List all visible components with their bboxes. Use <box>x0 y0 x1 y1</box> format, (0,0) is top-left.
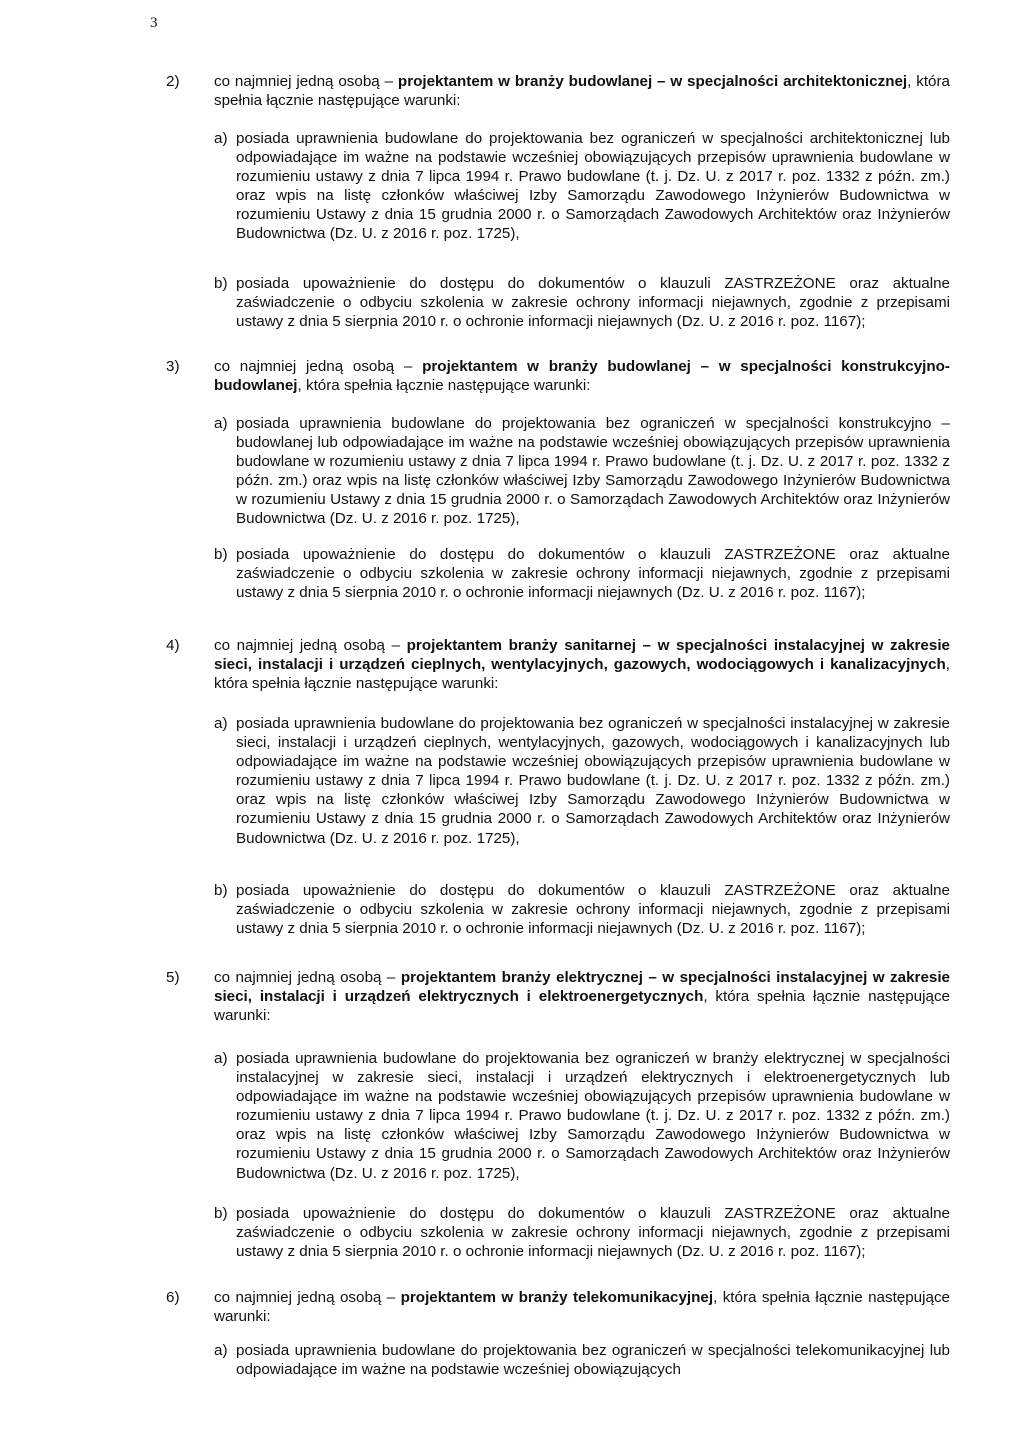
sub-letter: b) <box>214 1205 228 1222</box>
sub-text: posiada uprawnienia budowlane do projektowania bez ograniczeń w branży elektrycznej w specjalności instalacyjnej w zakresie sieci, instalacji i urządzeń elektrycznych i elektroenergetycznych lub odpowiadające im ważne na podstawie wcześniej obowiązujących przepisów uprawnienia budowlane w rozumieniu ustawy z dnia 7 lipca 1994 r. Prawo budowlane (t. j. Dz. U. z 2017 r. poz. 1332 z późn. zm.) oraz wpis na listę członków właściwej Izby Samorządu Zawodowego Inżynierów Budownictwa w rozumieniu Ustawy z dnia 15 grudnia 2000 r. o Samorządach Zawodowych Architektów oraz Inżynierów Budownictwa (Dz. U. z 2016 r. poz. 1725), <box>236 1050 950 1182</box>
sub-text: posiada uprawnienia budowlane do projektowania bez ograniczeń w specjalności instalacyjnej w zakresie sieci, instalacji i urządzeń cieplnych, wentylacyjnych, gazowych, wodociągowych i kanalizacyjnych lub odpowiadające im ważne na podstawie wcześniej obowiązujących przepisów uprawnienia budowlane w rozumieniu ustawy z dnia 7 lipca 1994 r. Prawo budowlane (t. j. Dz. U. z 2017 r. poz. 1332 z późn. zm.) oraz wpis na listę członków właściwej Izby Samorządu Zawodowego Inżynierów Budownictwa w rozumieniu Ustawy z dnia 15 grudnia 2000 r. o Samorządach Zawodowych Architektów oraz Inżynierów Budownictwa (Dz. U. z 2016 r. poz. 1725), <box>236 715 950 847</box>
item-heading-bold: projektantem w branży budowlanej – w specjalności konstrukcyjno-budowlanej <box>214 358 950 395</box>
item-heading: co najmniej jedną osobą – projektantem w branży telekomunikacyjnej, która spełnia łącznie następujące warunki: <box>214 1289 955 1326</box>
sub-letter: a) <box>214 130 228 147</box>
item-heading: co najmniej jedną osobą – projektantem branży elektrycznej – w specjalności instalacyjnej w zakresie sieci, instalacji i urządzeń elektrycznych i elektroenergetycznych, która spełnia łącznie następujące warunki: <box>214 969 955 1025</box>
item-number: 6) <box>166 1289 180 1306</box>
sub-item-a <box>214 1049 950 1183</box>
sub-text: posiada upoważnienie do dostępu do dokumentów o klauzuli ZASTRZEŻONE oraz aktualne zaświadczenie o odbyciu szkolenia w zakresie ochrony informacji niejawnych, zgodnie z przepisami ustawy z dnia 5 sierpnia 2010 r. o ochronie informacji niejawnych (Dz. U. z 2016 r. poz. 1167); <box>236 546 950 602</box>
sub-text: posiada upoważnienie do dostępu do dokumentów o klauzuli ZASTRZEŻONE oraz aktualne zaświadczenie o odbyciu szkolenia w zakresie ochrony informacji niejawnych, zgodnie z przepisami ustawy z dnia 5 sierpnia 2010 r. o ochronie informacji niejawnych (Dz. U. z 2016 r. poz. 1167); <box>236 882 950 938</box>
item-heading-bold: projektantem w branży budowlanej – w specjalności architektonicznej <box>397 73 908 90</box>
item-number: 3) <box>166 358 180 375</box>
sub-letter: b) <box>214 546 228 563</box>
sub-letter: a) <box>214 1050 228 1067</box>
sub-text: posiada uprawnienia budowlane do projektowania bez ograniczeń w specjalności architektonicznej lub odpowiadające im ważne na podstawie wcześniej obowiązujących przepisów uprawnienia budowlane w rozumieniu ustawy z dnia 7 lipca 1994 r. Prawo budowlane (t. j. Dz. U. z 2017 r. poz. 1332 z późn. zm.) oraz wpis na listę członków właściwej Izby Samorządu Zawodowego Inżynierów Budownictwa w rozumieniu Ustawy z dnia 15 grudnia 2000 r. o Samorządach Zawodowych Architektów oraz Inżynierów Budownictwa (Dz. U. z 2016 r. poz. 1725), <box>236 130 950 243</box>
item-number: 2) <box>166 73 180 90</box>
item-heading-bold: projektantem w branży telekomunikacyjnej <box>400 1289 714 1306</box>
sub-item-a <box>214 714 950 848</box>
sub-letter: b) <box>214 882 228 899</box>
list-item-2 <box>166 72 955 110</box>
item-heading-bold: projektantem branży elektrycznej – w specjalności instalacyjnej w zakresie sieci, instalacji i urządzeń elektrycznych i elektroenergetycznych <box>214 969 951 1006</box>
item-heading-bold: projektantem branży sanitarnej – w specjalności instalacyjnej w zakresie sieci, instalacji i urządzeń cieplnych, wentylacyjnych, gazowych, wodociągowych i kanalizacyjnych <box>214 637 950 674</box>
item-heading: co najmniej jedną osobą – projektantem w branży budowlanej – w specjalności architektonicznej, która spełnia łącznie następujące warunki: <box>214 73 955 110</box>
sub-item-b <box>214 274 950 331</box>
sub-item-a <box>214 414 950 529</box>
sub-item-a <box>214 129 950 244</box>
sub-letter: a) <box>214 715 228 732</box>
list-item-4 <box>166 636 955 693</box>
sub-item-b <box>214 545 950 602</box>
page-number: 3 <box>150 15 158 31</box>
sub-letter: a) <box>214 1342 228 1359</box>
list-item-3 <box>166 357 950 395</box>
sub-text: posiada upoważnienie do dostępu do dokumentów o klauzuli ZASTRZEŻONE oraz aktualne zaświadczenie o odbyciu szkolenia w zakresie ochrony informacji niejawnych, zgodnie z przepisami ustawy z dnia 5 sierpnia 2010 r. o ochronie informacji niejawnych (Dz. U. z 2016 r. poz. 1167); <box>236 1205 950 1261</box>
sub-letter: a) <box>214 415 228 432</box>
sub-item-b <box>214 1204 950 1261</box>
sub-text: posiada upoważnienie do dostępu do dokumentów o klauzuli ZASTRZEŻONE oraz aktualne zaświadczenie o odbyciu szkolenia w zakresie ochrony informacji niejawnych, zgodnie z przepisami ustawy z dnia 5 sierpnia 2010 r. o ochronie informacji niejawnych (Dz. U. z 2016 r. poz. 1167); <box>236 275 950 331</box>
sub-item-b <box>214 881 950 938</box>
sub-letter: b) <box>214 275 228 292</box>
item-number: 5) <box>166 969 180 986</box>
sub-text: posiada uprawnienia budowlane do projektowania bez ograniczeń w specjalności telekomunikacyjnej lub odpowiadające im ważne na podstawie wcześniej obowiązujących <box>236 1342 950 1379</box>
item-heading: co najmniej jedną osobą – projektantem w branży budowlanej – w specjalności konstrukcyjno-budowlanej, która spełnia łącznie następujące warunki: <box>214 358 950 395</box>
list-item-5 <box>166 968 955 1025</box>
item-heading: co najmniej jedną osobą – projektantem branży sanitarnej – w specjalności instalacyjnej w zakresie sieci, instalacji i urządzeń cieplnych, wentylacyjnych, gazowych, wodociągowych i kanalizacyjnych, która spełnia łącznie następujące warunki: <box>214 637 955 693</box>
item-number: 4) <box>166 637 180 654</box>
list-item-6 <box>166 1288 955 1326</box>
sub-item-a <box>214 1341 950 1379</box>
sub-text: posiada uprawnienia budowlane do projektowania bez ograniczeń w specjalności konstrukcyjno – budowlanej lub odpowiadające im ważne na podstawie wcześniej obowiązujących przepisów uprawnienia budowlane w rozumieniu ustawy z dnia 7 lipca 1994 r. Prawo budowlane (t. j. Dz. U. z 2017 r. poz. 1332 z późn. zm.) oraz wpis na listę członków właściwej Izby Samorządu Zawodowego Inżynierów Budownictwa w rozumieniu Ustawy z dnia 15 grudnia 2000 r. o Samorządach Zawodowych Architektów oraz Inżynierów Budownictwa (Dz. U. z 2016 r. poz. 1725), <box>236 415 950 528</box>
